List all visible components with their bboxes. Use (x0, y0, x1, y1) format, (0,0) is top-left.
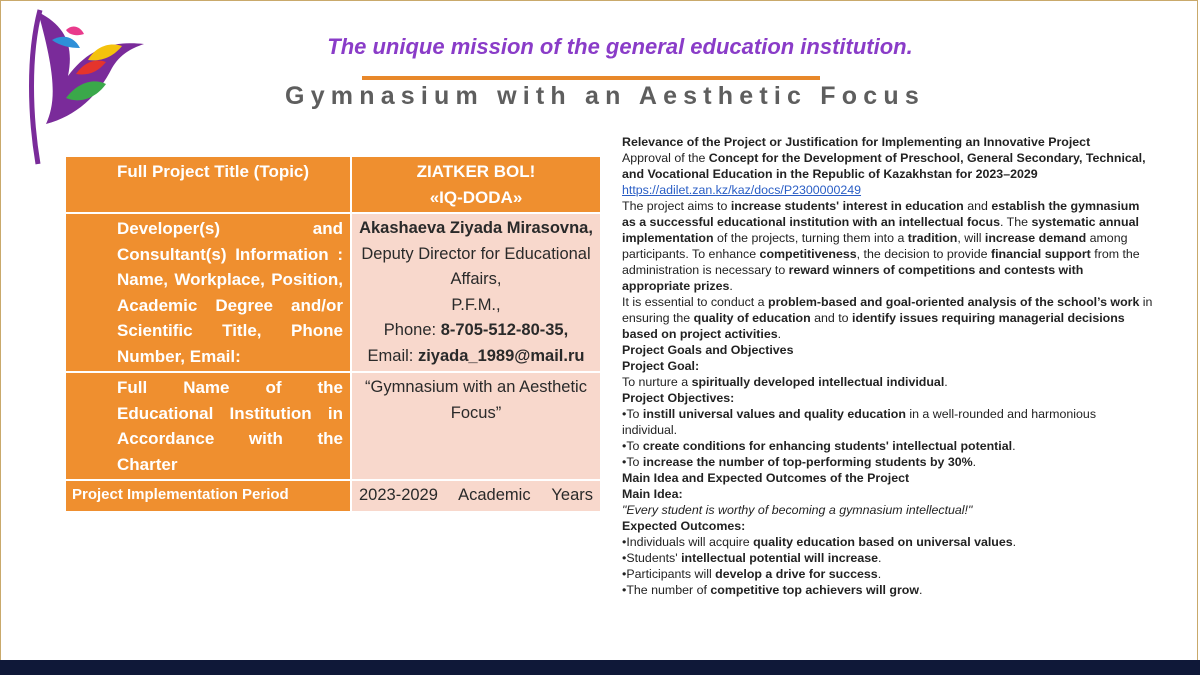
out1-a: •Individuals will acquire (622, 535, 754, 549)
developer-label: Developer(s) and Consultant(s) Information : Name, Workplace, Position, Academic Degree and/or Scientific Title, Phone Number, Email: (66, 213, 351, 372)
out3-a: •Participants will (622, 567, 716, 581)
p1-m: , the decision to provide (856, 247, 991, 261)
obj2-b: create conditions for enhancing students' intellectual potential (642, 439, 1013, 453)
p1-p: reward winners of competitions and contests with appropriate prizes (622, 263, 1084, 293)
title-value-line1: ZIATKER BOL! (416, 162, 536, 181)
email-label: Email: (367, 346, 418, 365)
outcome-2 (622, 550, 1154, 566)
objective-3 (622, 454, 1154, 470)
developer-position: Deputy Director for Educational Affairs, (361, 244, 591, 288)
objective-2 (622, 438, 1154, 454)
out3-b: develop a drive for success (715, 567, 878, 581)
paragraph-aims (622, 198, 1154, 294)
p2-c: in ensuring the (622, 295, 1153, 325)
obj3-c: . (972, 455, 977, 469)
p1-h: tradition (907, 231, 958, 245)
p2-e: and to (810, 311, 853, 325)
p1-n: financial support (990, 247, 1091, 261)
developer-email (359, 344, 593, 370)
p1-j: increase demand (984, 231, 1087, 245)
approval-concept: Concept for the Development of Preschool, General Secondary, Technical, and Vocational Education in the Republic of Kazakhstan for 2023–2029 (622, 151, 1146, 181)
p2-g: . (777, 327, 782, 341)
p2-a: It is essential to conduct a (622, 295, 769, 309)
phone-label: Phone: (383, 321, 441, 339)
p1-d: establish the gymnasium as a successful educational institution with an intellectual focus (622, 199, 1140, 229)
obj1-c: in a well-rounded and harmonious individual. (622, 407, 1097, 437)
goal-text (622, 374, 1154, 390)
goal-pre: To nurture a (622, 375, 692, 389)
project-info-table (66, 157, 600, 513)
outcome-3 (622, 566, 1154, 582)
out2-c: . (878, 551, 882, 565)
out1-c: . (1012, 535, 1017, 549)
table-row-period (66, 480, 600, 512)
out4-a: •The number of (622, 583, 711, 597)
obj1-b: instill universal values and quality education (642, 407, 906, 421)
obj3-b: increase the number of top-performing students by 30% (642, 455, 973, 469)
developer-value (351, 213, 600, 372)
main-idea-outcomes-heading: Main Idea and Expected Outcomes of the Project (622, 471, 910, 485)
developer-pfm: P.F.M., (451, 295, 501, 314)
relevance-heading: Relevance of the Project or Justification for Implementing an Innovative Project (622, 135, 1091, 149)
period-value: 2023-2029 Academic Years (351, 480, 600, 512)
institution-value: “Gymnasium with an Aesthetic Focus” (351, 372, 600, 480)
objectives-heading: Project Objectives: (622, 391, 735, 405)
p1-i: , will (957, 231, 985, 245)
period-label: Project Implementation Period (66, 480, 351, 512)
outcome-1 (622, 534, 1154, 550)
adilet-link[interactable]: https://adilet.zan.kz/kaz/docs/P2300000249 (622, 183, 862, 197)
bottom-bar (0, 660, 1200, 675)
outcome-4 (622, 582, 1154, 598)
main-idea-heading: Main Idea: (622, 487, 683, 501)
p1-g: of the projects, turning them into a (713, 231, 908, 245)
goal-heading: Project Goal: (622, 359, 700, 373)
p1-b: increase students' interest in education (730, 199, 964, 213)
out4-c: . (919, 583, 923, 597)
out1-b: quality education based on universal values (753, 535, 1013, 549)
p1-q: . (729, 279, 733, 293)
title-value (351, 157, 600, 213)
out2-b: intellectual potential will increase (681, 551, 878, 565)
approval-text (622, 150, 1154, 182)
objective-1 (622, 406, 1154, 438)
slide-subtitle: Gymnasium with an Aesthetic Focus (285, 82, 925, 110)
p2-b: problem-based and goal-oriented analysis of the school’s work (768, 295, 1140, 309)
out4-b: competitive top achievers will grow (710, 583, 920, 597)
p2-f: identify issues requiring managerial decisions based on project activities (622, 311, 1125, 341)
p1-o: from the administration is necessary to (622, 247, 1140, 277)
developer-name: Akashaeva Ziyada Mirasovna, (359, 219, 593, 237)
out2-a: •Students' (622, 551, 682, 565)
out3-c: . (877, 567, 882, 581)
phone-value: 8-705-512-80-35, (440, 321, 569, 339)
obj2-c: . (1012, 439, 1016, 453)
institution-label: Full Name of the Educational Institution in Accordance with the Charter (66, 372, 351, 480)
p2-d: quality of education (693, 311, 811, 325)
p1-f: systematic annual implementation (622, 215, 1139, 245)
dove-logo-icon (26, 6, 156, 168)
goals-heading: Project Goals and Objectives (622, 343, 794, 357)
obj3-a: •To (622, 455, 643, 469)
title-divider (362, 76, 820, 80)
p1-c: and (963, 199, 992, 213)
p1-k: among participants. To enhance (622, 231, 1128, 261)
developer-phone (359, 318, 593, 344)
main-idea-text: "Every student is worthy of becoming a gymnasium intellectual!" (622, 503, 973, 517)
goal-bold: spiritually developed intellectual individual (691, 375, 945, 389)
mission-title: The unique mission of the general education institution. (327, 34, 913, 59)
paragraph-analysis (622, 294, 1154, 342)
outcomes-heading: Expected Outcomes: (622, 519, 746, 533)
p1-e: . The (1000, 215, 1032, 229)
table-row-institution (66, 372, 600, 480)
title-value-line2: «IQ-DODA» (429, 187, 523, 207)
project-description (622, 134, 1154, 598)
p1-a: The project aims to (622, 199, 731, 213)
obj1-a: •To (622, 407, 643, 421)
table-row-developer (66, 213, 600, 372)
table-row-title (66, 157, 600, 213)
title-label: Full Project Title (Topic) (66, 157, 351, 213)
p1-l: competitiveness (759, 247, 857, 261)
goal-post: . (944, 375, 948, 389)
email-value: ziyada_1989@mail.ru (417, 346, 585, 365)
obj2-a: •To (622, 439, 643, 453)
approval-pre: Approval of the (622, 151, 709, 165)
